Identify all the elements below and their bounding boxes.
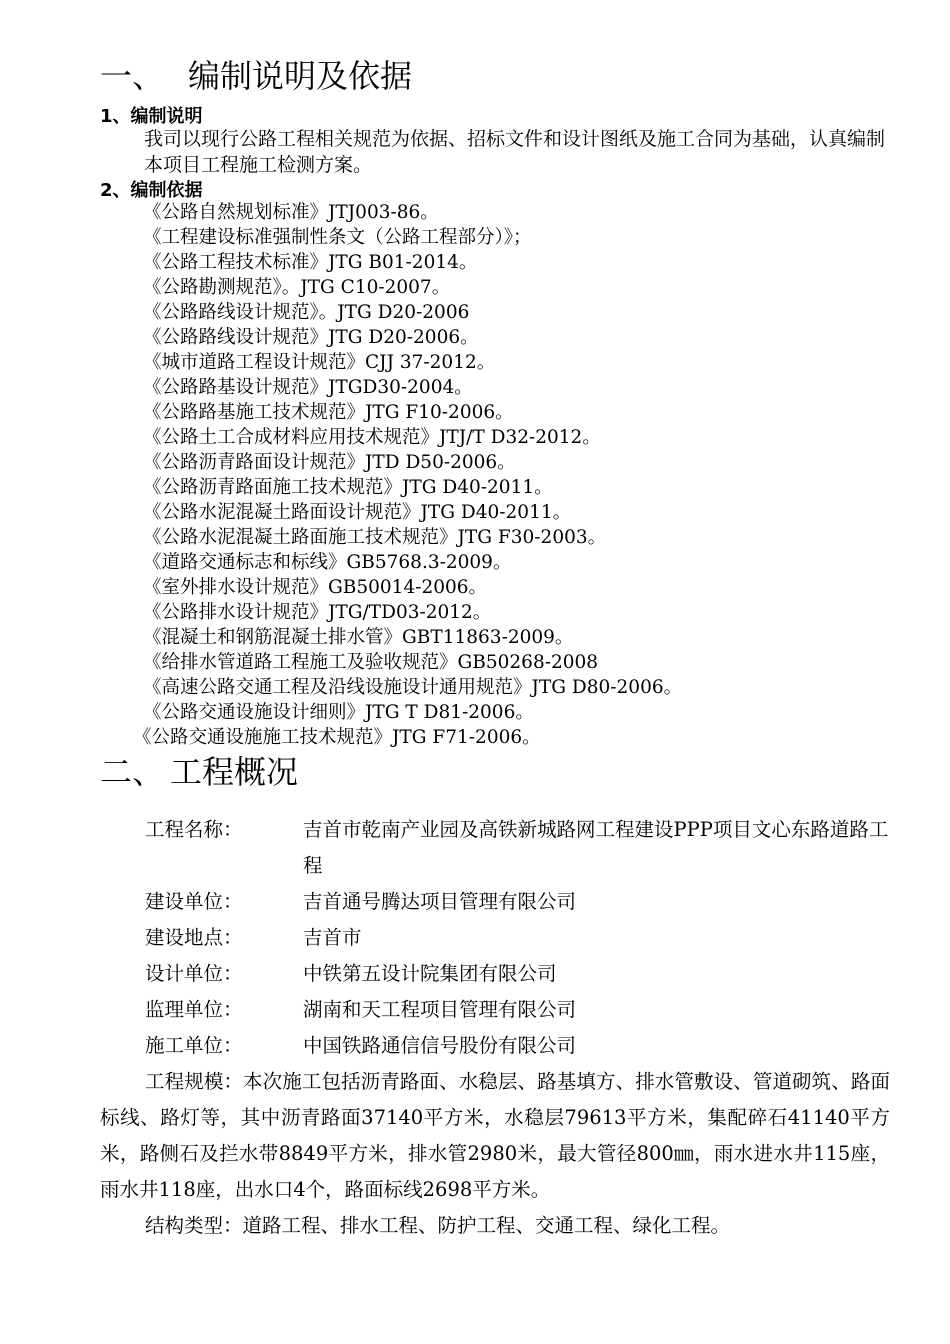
- field-label: 监理单位：: [145, 998, 243, 1021]
- field-row: [100, 992, 890, 1028]
- field-value: 中铁第五设计院集团有限公司: [303, 962, 557, 985]
- section1-title: 编制说明及依据: [188, 57, 413, 95]
- list-item: 《公路沥青路面施工技术规范》JTG D40-2011。: [143, 477, 553, 498]
- section2-number: 二、: [100, 753, 165, 791]
- reference-list: [133, 200, 683, 750]
- list-item: 《给排水管道路工程施工及验收规范》GB50268-2008: [143, 652, 599, 673]
- sub1-text: 我司以现行公路工程相关规范为依据、招标文件和设计图纸及施工合同为基础，认真编制本项目工程施工检测方案。: [144, 128, 886, 176]
- field-label: 建设地点：: [145, 926, 243, 949]
- list-item: 《公路沥青路面设计规范》JTD D50-2006。: [143, 452, 516, 473]
- field-value: 吉首市: [303, 926, 362, 949]
- section2-heading: [100, 752, 298, 792]
- sub2-heading: 2、编制依据: [100, 180, 203, 201]
- field-row: [100, 956, 890, 992]
- field-row: [100, 812, 890, 884]
- list-item: 《公路交通设施设计细则》JTG T D81-2006。: [143, 702, 534, 723]
- list-item: 《公路自然规划标准》JTJ003-86。: [143, 202, 439, 223]
- list-item: 《公路路线设计规范》JTG D20-2006。: [143, 327, 479, 348]
- field-row: [100, 884, 890, 920]
- list-item: 《混凝土和钢筋混凝土排水管》GBT11863-2009。: [143, 627, 574, 648]
- field-value: 吉首通号腾达项目管理有限公司: [303, 890, 577, 913]
- list-item: 《公路工程技术标准》JTG B01-2014。: [143, 252, 478, 273]
- list-item: 《公路土工合成材料应用技术规范》JTJ/T D32-2012。: [143, 427, 601, 448]
- list-item: 《工程建设标准强制性条文（公路工程部分）》；: [143, 227, 532, 248]
- sub1-paragraph: [100, 126, 890, 178]
- field-label: 工程名称：: [145, 818, 243, 841]
- list-item: 《公路水泥混凝土路面施工技术规范》JTG F30-2003。: [143, 527, 607, 548]
- field-row: [100, 920, 890, 956]
- list-item: 《室外排水设计规范》GB50014-2006。: [143, 577, 488, 598]
- list-item: 《公路路基设计规范》JTGD30-2004。: [143, 377, 473, 398]
- sub1-heading: 1、编制说明: [100, 106, 203, 127]
- field-label: 施工单位：: [145, 1034, 243, 1057]
- field-value: 吉首市乾南产业园及高铁新城路网工程建设PPP项目文心东路道路工程: [303, 818, 889, 877]
- list-item: 《公路交通设施施工技术规范》JTG F71-2006。: [133, 727, 541, 748]
- list-item: 《公路路基施工技术规范》JTG F10-2006。: [143, 402, 514, 423]
- section1-heading: [100, 56, 412, 96]
- project-scale: 工程规模：本次施工包括沥青路面、水稳层、路基填方、排水管敷设、管道砌筑、路面标线、路灯等，其中沥青路面37140平方米，水稳层79613平方米，集配碎石41140平方米，路侧石及拦水带8849平方米，排水管2980米，最大管径800㎜，雨水进水井115座，雨水井118座，出水口4个，路面标线2698平方米。: [100, 1070, 890, 1201]
- field-row: [100, 1028, 890, 1064]
- field-value: 中国铁路通信信号股份有限公司: [303, 1034, 577, 1057]
- list-item: 《公路水泥混凝土路面设计规范》JTG D40-2011。: [143, 502, 572, 523]
- list-item: 《公路勘测规范》。JTG C10-2007。: [143, 277, 451, 298]
- section1-number: 一、: [100, 57, 165, 95]
- list-item: 《公路路线设计规范》。JTG D20-2006: [143, 302, 470, 323]
- field-label: 设计单位：: [145, 962, 243, 985]
- field-label: 建设单位：: [145, 890, 243, 913]
- list-item: 《高速公路交通工程及沿线设施设计通用规范》JTG D80-2006。: [143, 677, 683, 698]
- list-item: 《城市道路工程设计规范》CJJ 37-2012。: [143, 352, 496, 373]
- project-overview: [100, 812, 890, 1244]
- section2-title: 工程概况: [170, 753, 299, 791]
- structure-type: 结构类型：道路工程、排水工程、防护工程、交通工程、绿化工程。: [145, 1214, 731, 1237]
- field-value: 湖南和天工程项目管理有限公司: [303, 998, 577, 1021]
- list-item: 《公路排水设计规范》JTG/TD03-2012。: [143, 602, 492, 623]
- list-item: 《道路交通标志和标线》GB5768.3-2009。: [143, 552, 512, 573]
